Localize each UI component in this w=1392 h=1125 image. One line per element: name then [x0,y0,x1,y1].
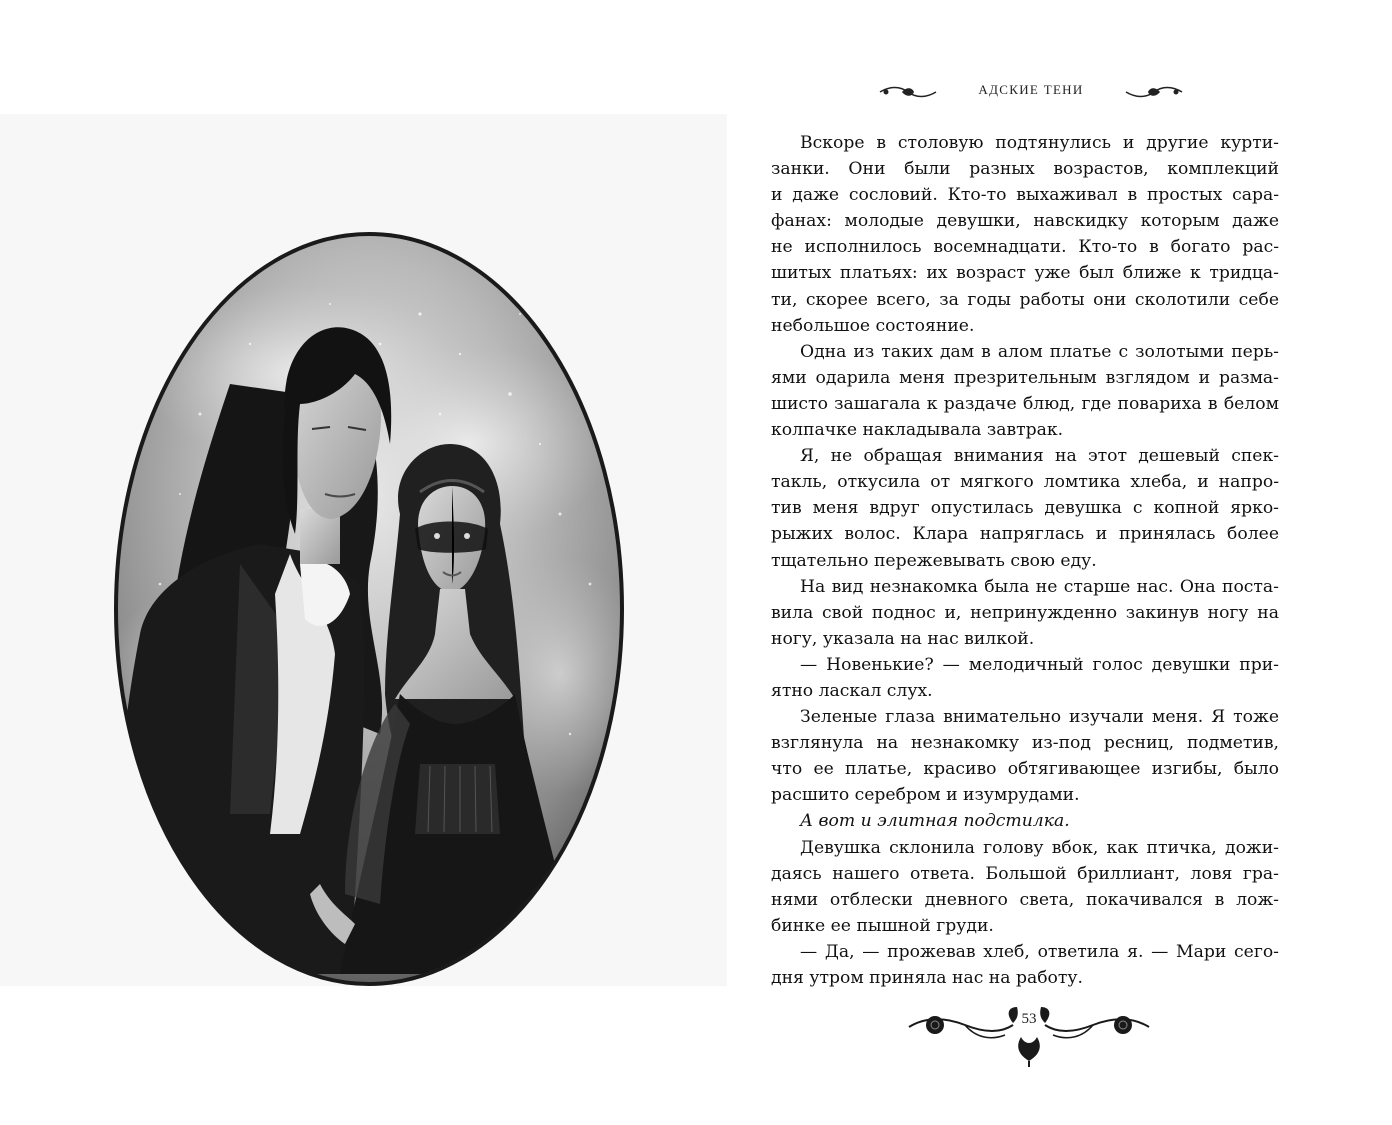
page-number: 53 [1021,1011,1037,1027]
text-line: вила свой поднос и, непринужденно закинув ногу на [771,602,1279,623]
oval-portrait-illustration-icon [0,114,727,986]
text-line: Девушка склонила голову вбок, как птичка, дожи- [800,837,1279,858]
illustration-panel [0,114,727,986]
text-line: занки. Они были разных возрастов, комплекций [771,159,1279,180]
text-line: — Да, — прожевав хлеб, ответила я. — Мари сего- [800,941,1279,962]
text-line: Вскоре в столовую подтянулись и другие курти- [800,133,1279,153]
body-text [771,130,1279,991]
text-line: тив меня вдруг опустилась девушка с копной ярко- [771,498,1279,519]
text-line: тщательно пережевывать свою еду. [771,550,1097,571]
running-header-title: АДСКИЕ ТЕНИ [978,82,1084,97]
text-line: фанах: молодые девушки, навскидку которым даже [771,211,1279,232]
text-line: нями отблески дневного света, покачивался в лож- [771,889,1279,910]
text-line: шитых платьях: их возраст уже был ближе к тридца- [771,263,1279,284]
text-line: шисто зашагала к раздаче блюд, где повариха в белом [771,393,1279,414]
text-line: На вид незнакомка была не старше нас. Она поста- [800,576,1279,597]
text-line: ями одарила меня презрительным взглядом и разма- [771,367,1279,388]
text-line: ти, скорее всего, за годы работы они сколотили себе [771,289,1279,310]
ornament-right-icon [1124,84,1184,100]
text-line: рыжих волос. Клара напряглась и принялась более [771,524,1279,545]
text-line: Я, не обращая внимания на этот дешевый спек- [800,446,1279,467]
running-header [872,78,1190,106]
text-line: ногу, указала на нас вилкой. [771,628,1035,649]
text-line: бинке ее пышной груди. [771,915,994,936]
text-line: ятно ласкал слух. [771,680,933,701]
text-line: что ее платье, красиво обтягивающее изгибы, было [771,759,1279,780]
page-footer [905,1003,1153,1069]
text-line-italic: А вот и элитная подстилка. [800,811,1070,832]
text-line: такль, откусила от мягкого ломтика хлеба, и напро- [771,472,1279,493]
text-line: Одна из таких дам в алом платье с золотыми перь- [800,341,1279,362]
text-line: колпачке накладывала завтрак. [771,420,1064,441]
text-line: дня утром приняла нас на работу. [771,968,1083,988]
text-line: Зеленые глаза внимательно изучали меня. Я тоже [800,707,1279,728]
text-line: и даже сословий. Кто-то выхаживал в простых сара- [771,185,1279,206]
text-line: — Новенькие? — мелодичный голос девушки при- [800,654,1279,675]
text-line: не исполнилось восемнадцати. Кто-то в богато рас- [771,237,1279,258]
text-line: небольшое состояние. [771,315,975,336]
text-line: расшито серебром и изумрудами. [771,785,1080,806]
text-line: даясь нашего ответа. Большой бриллиант, ловя гра- [771,863,1279,884]
text-line: взглянула на незнакомку из-под ресниц, подметив, [771,733,1279,754]
